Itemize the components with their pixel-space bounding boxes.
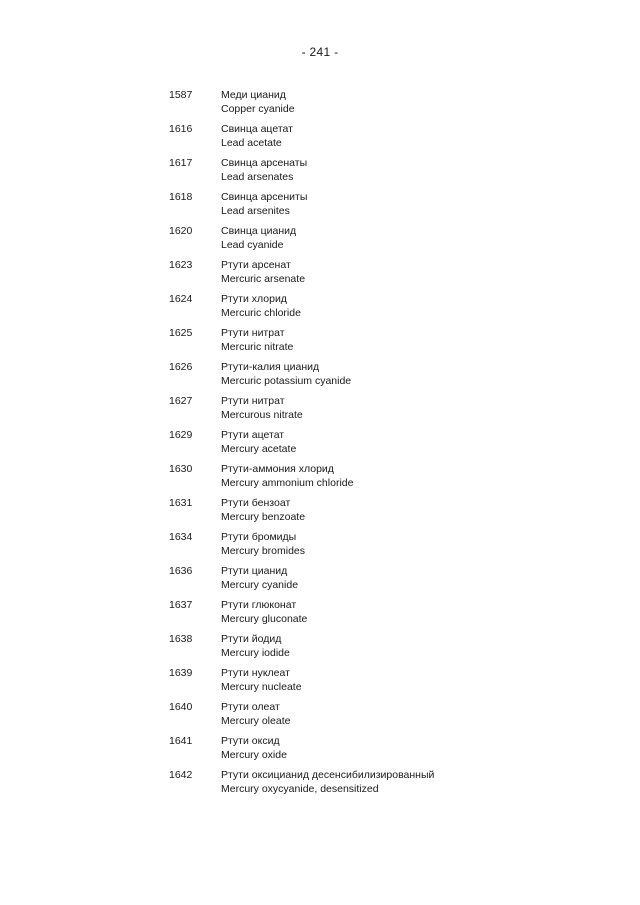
entry-names — [221, 531, 305, 565]
list-item — [169, 565, 589, 599]
entry-names — [221, 157, 307, 191]
entry-names — [221, 769, 434, 803]
entry-code: 1623 — [169, 259, 193, 271]
entry-name-ru: Ртути-калия цианид — [221, 361, 320, 373]
entry-name-en: Mercury oxycyanide, desensitized — [221, 782, 379, 795]
entry-code: 1625 — [169, 327, 193, 339]
entry-name-ru: Ртути хлорид — [221, 293, 287, 305]
entry-name-ru: Ртути-аммония хлорид — [221, 463, 334, 475]
entry-names — [221, 293, 301, 327]
entry-name-ru: Свинца арсениты — [221, 191, 308, 203]
entry-name-ru: Ртути оксицианид десенсибилизированный — [221, 769, 435, 781]
entry-code: 1618 — [169, 191, 193, 203]
page-number: - 241 - — [301, 45, 339, 59]
entry-names — [221, 395, 303, 429]
entry-name-en: Mercuric arsenate — [221, 272, 306, 285]
entry-name-en: Mercury ammonium chloride — [221, 476, 354, 489]
entry-name-ru: Ртути бромиды — [221, 531, 297, 543]
entry-name-ru: Свинца арсенаты — [221, 157, 308, 169]
entry-names — [221, 429, 296, 463]
entry-names — [221, 191, 307, 225]
entry-name-en: Mercuric chloride — [221, 306, 301, 319]
entry-names — [221, 89, 295, 123]
entry-code: 1617 — [169, 157, 193, 169]
entry-name-en: Mercurous nitrate — [221, 408, 303, 421]
entry-name-en: Mercury cyanide — [221, 578, 299, 591]
entry-code: 1640 — [169, 701, 193, 713]
list-item — [169, 293, 589, 327]
entry-name-ru: Ртути глюконат — [221, 599, 297, 611]
entry-code: 1638 — [169, 633, 193, 645]
entry-name-en: Mercuric nitrate — [221, 340, 294, 353]
entry-name-en: Mercury gluconate — [221, 612, 308, 625]
entry-code: 1620 — [169, 225, 193, 237]
entry-code: 1587 — [169, 89, 193, 101]
entry-names — [221, 361, 351, 395]
entry-name-en: Mercury nucleate — [221, 680, 302, 693]
entry-names — [221, 633, 290, 667]
entry-list — [169, 89, 589, 803]
list-item — [169, 395, 589, 429]
entry-name-en: Lead acetate — [221, 136, 282, 149]
entry-name-en: Mercury oleate — [221, 714, 291, 727]
entry-names — [221, 463, 353, 497]
list-item — [169, 497, 589, 531]
entry-names — [221, 701, 290, 735]
entry-code: 1641 — [169, 735, 193, 747]
entry-code: 1629 — [169, 429, 193, 441]
list-item — [169, 633, 589, 667]
list-item — [169, 225, 589, 259]
entry-name-ru: Свинца цианид — [221, 225, 297, 237]
list-item — [169, 599, 589, 633]
entry-name-en: Copper cyanide — [221, 102, 295, 115]
entry-name-en: Mercury bromides — [221, 544, 306, 557]
entry-code: 1626 — [169, 361, 193, 373]
entry-code: 1634 — [169, 531, 193, 543]
entry-name-en: Mercury acetate — [221, 442, 297, 455]
entry-names — [221, 225, 296, 259]
entry-name-ru: Ртути нуклеат — [221, 667, 290, 679]
list-item — [169, 89, 589, 123]
entry-code: 1624 — [169, 293, 193, 305]
entry-names — [221, 259, 305, 293]
list-item — [169, 769, 589, 803]
entry-name-en: Mercury oxide — [221, 748, 287, 761]
entry-name-en: Mercuric potassium cyanide — [221, 374, 352, 387]
entry-names — [221, 735, 287, 769]
entry-names — [221, 599, 307, 633]
entry-name-en: Lead arsenites — [221, 204, 290, 217]
entry-name-ru: Ртути нитрат — [221, 395, 285, 407]
entry-name-ru: Ртути йодид — [221, 633, 282, 645]
entry-names — [221, 327, 293, 361]
list-item — [169, 531, 589, 565]
entry-name-ru: Ртути нитрат — [221, 327, 285, 339]
entry-code: 1616 — [169, 123, 193, 135]
entry-code: 1636 — [169, 565, 193, 577]
entry-names — [221, 667, 302, 701]
entry-name-en: Lead cyanide — [221, 238, 284, 251]
list-item — [169, 123, 589, 157]
list-item — [169, 327, 589, 361]
list-item — [169, 463, 589, 497]
entry-name-ru: Ртути бензоат — [221, 497, 291, 509]
entry-names — [221, 123, 293, 157]
list-item — [169, 735, 589, 769]
list-item — [169, 701, 589, 735]
list-item — [169, 361, 589, 395]
entry-name-ru: Меди цианид — [221, 89, 286, 101]
entry-name-ru: Ртути арсенат — [221, 259, 291, 271]
entry-code: 1642 — [169, 769, 193, 781]
entry-code: 1627 — [169, 395, 193, 407]
entry-name-en: Lead arsenates — [221, 170, 294, 183]
entry-code: 1631 — [169, 497, 193, 509]
entry-name-ru: Свинца ацетат — [221, 123, 293, 135]
list-item — [169, 191, 589, 225]
entry-name-en: Mercury benzoate — [221, 510, 306, 523]
entry-name-en: Mercury iodide — [221, 646, 290, 659]
entry-name-ru: Ртути цианид — [221, 565, 288, 577]
entry-name-ru: Ртути ацетат — [221, 429, 285, 441]
entry-names — [221, 497, 305, 531]
entry-names — [221, 565, 298, 599]
entry-name-ru: Ртути олеат — [221, 701, 280, 713]
list-item — [169, 667, 589, 701]
list-item — [169, 259, 589, 293]
list-item — [169, 157, 589, 191]
entry-code: 1639 — [169, 667, 193, 679]
list-item — [169, 429, 589, 463]
entry-name-ru: Ртути оксид — [221, 735, 280, 747]
entry-code: 1637 — [169, 599, 193, 611]
entry-code: 1630 — [169, 463, 193, 475]
